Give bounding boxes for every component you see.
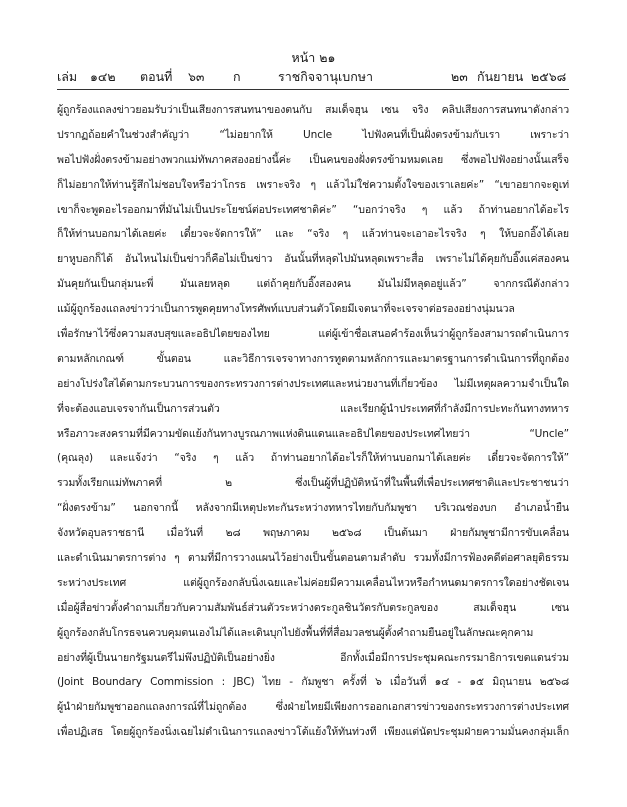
text-line: เพื่อปฏิเสธ โดยผู้ถูกร้องนิ่งเฉยไม่ดำเนินการแถลงข่าวโต้แย้งให้ทันท่วงที เพียงแต่นัดประชุมฝ่ายความมั่นคงกลุ่มเล็ก	[57, 726, 569, 739]
date-month: กันยายน	[477, 69, 524, 84]
text-line: ยาหูบอกก็ได้ อันไหนไม่เป็นข่าวก็คือไม่เป็นข่าว อันนั้นที่หลุดไปมันหลุดเพราะสื่อ เพราะไม่ได้คุยกับอิ๊งแค่สองคน	[57, 253, 569, 266]
text-line: ก็ไม่อยากให้ท่านรู้สึกไม่ชอบใจหรือว่าโกรธ เพราะจริง ๆ แล้วไม่ใช่ความตั้งใจของเราเลยค่ะ” “เขาอยากจะดูเท่	[57, 178, 569, 191]
text-line: อย่างโปร่งใสได้ตามกระบวนการของกระทรวงการต่างประเทศและหน่วยงานที่เกี่ยวข้อง ไม่มีเหตุผลความจำเป็นใด	[57, 377, 569, 390]
text-line: ผู้ถูกร้องกลับโกรธจนควบคุมตนเองไม่ได้และเดินบุกไปยังพื้นที่ที่สื่อมวลชนผู้ตั้งคำถามยืนอยู่ในลักษณะคุกคาม	[57, 626, 534, 639]
text-line: รวมทั้งเรียกแม่ทัพภาคที่ ๒ ซึ่งเป็นผู้ที่ปฏิบัติหน้าที่ในพื้นที่เพื่อประเทศชาติและประชาชนว่า	[57, 477, 569, 490]
text-line: (Joint Boundary Commission : JBC) ไทย - กัมพูชา ครั้งที่ ๖ เมื่อวันที่ ๑๔ - ๑๕ มิถุนายน ๒๕๖๘	[57, 676, 569, 689]
text-line: ก็ให้ท่านบอกมาได้เลยค่ะ เดี๋ยวจะจัดการให้” และ “จริง ๆ แล้วท่านจะเอาอะไรจริง ๆ ให้บอกอิ๊งได้เลย	[57, 228, 569, 241]
text-line: ที่จะต้องแอบเจรจากันเป็นการส่วนตัว และเรียกผู้นำประเทศที่กำลังมีการปะทะกันทางทหาร	[57, 402, 569, 415]
text-line: หรือภาวะสงครามที่มีความขัดแย้งกันทางบูรณภาพแห่งดินแดนและอธิปไตยของประเทศไทยว่า “Uncle”	[57, 427, 569, 440]
volume-label: เล่ม	[57, 69, 78, 84]
date-year: ๒๕๖๘	[531, 69, 567, 84]
text-line: ผู้ถูกร้องแถลงข่าวยอมรับว่าเป็นเสียงการสนทนาของตนกับ สมเด็จฮุน เซน จริง คลิปเสียงการสนทนาดังกล่าว	[57, 104, 569, 116]
text-line: ระหว่างประเทศ แต่ผู้ถูกร้องกลับนิ่งเฉยและไม่ค่อยมีความเคลื่อนไหวหรือกำหนดมาตรการใดอย่างชัดเจน	[57, 576, 569, 589]
text-line: “ฝั่งตรงข้าม” นอกจากนี้ หลังจากมีเหตุปะทะกันระหว่างทหารไทยกับกัมพูชา บริเวณช่องบก อำเภอน้ำยืน	[57, 502, 569, 515]
body-text	[57, 98, 569, 745]
gazette-name: ราชกิจจานุเบกษา	[278, 69, 374, 84]
text-line: ปรากฏถ้อยคำในช่วงสำคัญว่า “ไม่อยากให้ Uncle ไปฟังคนที่เป็นฝั่งตรงข้ามกับเรา เพราะว่า	[57, 128, 569, 141]
text-line: แม้ผู้ถูกร้องแถลงข่าวว่าเป็นการพูดคุยทางโทรศัพท์แบบส่วนตัวโดยมีเจตนาที่จะเจรจาต่อรองอย่างนุ่มนวล	[57, 303, 515, 316]
text-line: เขาก็จะพูดอะไรออกมาที่มันไม่เป็นประโยชน์ต่อประเทศชาติค่ะ” “บอกว่าจริง ๆ แล้ว ถ้าท่านอยากได้อะไร	[57, 203, 569, 216]
text-line: เพื่อรักษาไว้ซึ่งความสงบสุขและอธิปไตยของไทย แต่ผู้เข้าชื่อเสนอคำร้องเห็นว่าผู้ถูกร้องสามารถดำเนินการ	[57, 328, 569, 341]
issue-number: ๖๓	[188, 69, 205, 84]
text-line: เมื่อผู้สื่อข่าวตั้งคำถามเกี่ยวกับความสัมพันธ์ส่วนตัวระหว่างตระกูลชินวัตรกับตระกูลของ สมเด็จฮุน เซน	[57, 601, 569, 614]
text-line: (คุณลุง) และแจ้งว่า “จริง ๆ แล้ว ถ้าท่านอยากได้อะไรก็ให้ท่านบอกมาได้เลยค่ะ เดี๋ยวจะจัดการให้”	[57, 452, 569, 465]
gazette-header	[57, 68, 569, 86]
header-divider	[57, 89, 569, 90]
text-line: อย่างที่ผู้เป็นนายกรัฐมนตรีไม่พึงปฏิบัติเป็นอย่างยิ่ง อีกทั้งเมื่อมีการประชุมคณะกรรมาธิการเขตแดนร่วม	[57, 651, 569, 664]
text-line: ผู้นำฝ่ายกัมพูชาออกแถลงการณ์ที่ไม่ถูกต้อง ซึ่งฝ่ายไทยมีเพียงการออกเอกสารข่าวของกระทรวงการต่างประเทศ	[57, 701, 569, 714]
text-line: ตามหลักเกณฑ์ ขั้นตอน และวิธีการเจรจาทางการทูตตามหลักการและมาตรฐานการดำเนินการที่ถูกต้อง	[57, 352, 569, 365]
text-line: พอไปฟังฝั่งตรงข้ามอย่างพวกแม่ทัพภาคสองอย่างนี้ค่ะ เป็นคนของฝั่งตรงข้ามหมดเลย ซึ่งพอไปฟังอย่างนั้นเสร็จ	[57, 153, 569, 166]
text-line: มันคุยกันเป็นกลุ่มนะพี่ มันเลยหลุด แต่ถ้าคุยกับอิ๊งสองคน มันไม่มีหลุดอยู่แล้ว” จากกรณีดังกล่าว	[57, 278, 569, 291]
date-day: ๒๓	[451, 69, 468, 84]
page-number: หน้า ๒๑	[291, 50, 336, 65]
volume-number: ๑๔๒	[90, 69, 116, 84]
issue-label: ตอนที่	[140, 69, 173, 84]
text-line: จังหวัดอุบลราชธานี เมื่อวันที่ ๒๘ พฤษภาคม ๒๕๖๘ เป็นต้นมา ฝ่ายกัมพูชามีการขับเคลื่อน	[57, 527, 569, 540]
text-line: และดำเนินมาตรการต่าง ๆ ตามที่มีการวางแผนไว้อย่างเป็นขั้นตอนตามลำดับ รวมทั้งมีการฟ้องคดีต่อศาลยุติธรรม	[57, 552, 569, 565]
section-letter: ก	[233, 69, 241, 84]
